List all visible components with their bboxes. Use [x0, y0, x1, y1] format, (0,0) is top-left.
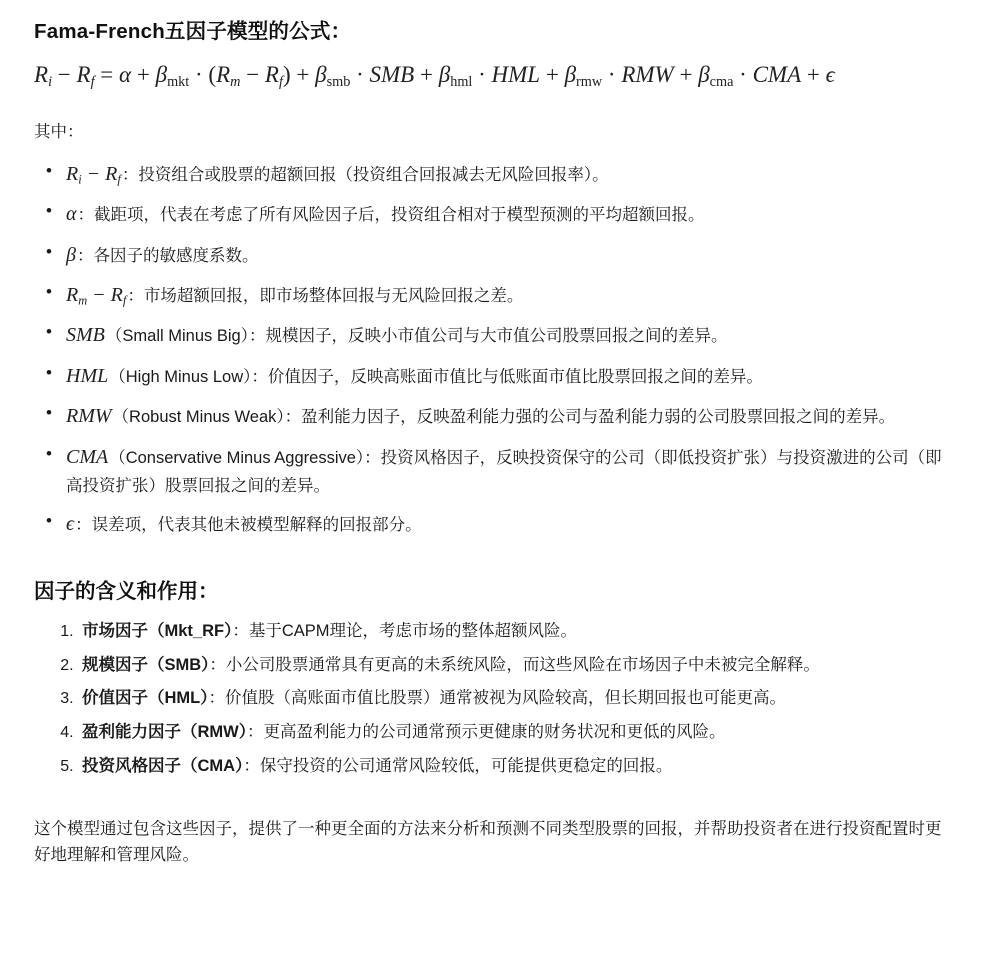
factor-name: 价值因子（HML） [82, 689, 209, 708]
list-item [78, 685, 947, 712]
factors-section-title: 因子的含义和作用： [34, 580, 219, 603]
symbol-alpha: α [66, 203, 77, 226]
definition-text: ：价值因子，反映高账面市值比与低账面市值比股票回报之间的差异。 [251, 367, 763, 386]
list-item [64, 279, 947, 311]
list-item [64, 239, 947, 271]
symbol-smb-english: （Small Minus Big） [105, 327, 249, 346]
symbol-hml-english: （High Minus Low） [109, 367, 252, 386]
symbol-beta: β [66, 243, 76, 266]
factor-text: ：小公司股票通常具有更高的未系统风险，而这些风险在市场因子中未被完全解释。 [209, 655, 820, 674]
symbol-cma-english: （Conservative Minus Aggressive） [109, 448, 365, 467]
symbol-rmw: RMW [66, 405, 112, 428]
definition-text: ：投资组合或股票的超额回报（投资组合回报减去无风险回报率）。 [121, 165, 609, 184]
factor-text: ：保守投资的公司通常风险较低，可能提供更稳定的回报。 [243, 756, 673, 775]
symbol-ri-rf: Ri − Rf [66, 162, 121, 187]
definition-text: ：各因子的敏感度系数。 [76, 246, 259, 265]
formula-block: $Ri - Rf = \alpha + \beta_{mkt} \cdot (Rm - Rf) + \beta_{smb}$ · SMB + $\beta_{hml}$ · HML + $\beta_{rmw}$ · RMW + $\beta_{cma}$ · CMA + ϵ [34, 62, 835, 90]
symbol-hml: HML [66, 364, 109, 387]
definition-text: ：投资风格因子，反映投资保守的公司（即低投资扩张）与投资激进的公司（即高投资扩张）股票回报之间的差异。 [66, 448, 942, 495]
factor-name: 投资风格因子（CMA） [82, 756, 244, 775]
page-title: Fama-French五因子模型的公式： [34, 20, 352, 43]
closing-paragraph: 这个模型通过包含这些因子，提供了一种更全面的方法来分析和预测不同类型股票的回报，并帮助投资者在进行投资配置时更好地理解和管理风险。 [34, 819, 942, 865]
symbol-rm-rf: Rm − Rf [66, 283, 127, 308]
definition-text: ：规模因子，反映小市值公司与大市值公司股票回报之间的差异。 [248, 327, 728, 346]
list-item [78, 652, 947, 679]
factor-name: 盈利能力因子（RMW） [82, 723, 247, 742]
list-item [64, 360, 947, 392]
definition-text: ：截距项，代表在考虑了所有风险因子后，投资组合相对于模型预测的平均超额回报。 [77, 206, 705, 225]
factor-name: 规模因子（SMB） [82, 655, 210, 674]
factor-text: ：更高盈利能力的公司通常预示更健康的财务状况和更低的风险。 [246, 723, 726, 742]
where-label: 其中： [34, 123, 84, 142]
symbol-rmw-english: （Robust Minus Weak） [112, 408, 285, 427]
symbol-smb: SMB [66, 324, 105, 347]
factors-list [34, 618, 947, 780]
factor-name: 市场因子（Mkt_RF） [82, 622, 233, 640]
list-item [78, 719, 947, 746]
list-item [64, 158, 947, 190]
factor-text: ：基于CAPM理论，考虑市场的整体超额风险。 [232, 622, 578, 640]
list-item [64, 198, 947, 230]
symbol-epsilon: ϵ [66, 512, 75, 535]
list-item [78, 618, 947, 645]
list-item [64, 400, 947, 432]
definition-text: ：误差项，代表其他未被模型解释的回报部分。 [75, 515, 422, 534]
list-item [64, 441, 947, 500]
factor-text: ：价值股（高账面市值比股票）通常被视为风险较高，但长期回报也可能更高。 [208, 689, 786, 708]
list-item [64, 508, 947, 540]
definition-list [34, 158, 947, 540]
symbol-cma: CMA [66, 445, 109, 468]
list-item [78, 753, 947, 780]
definition-text: ：盈利能力因子，反映盈利能力强的公司与盈利能力弱的公司股票回报之间的差异。 [284, 408, 896, 427]
definition-text: ：市场超额回报，即市场整体回报与无风险回报之差。 [127, 286, 524, 305]
list-item [64, 319, 947, 351]
